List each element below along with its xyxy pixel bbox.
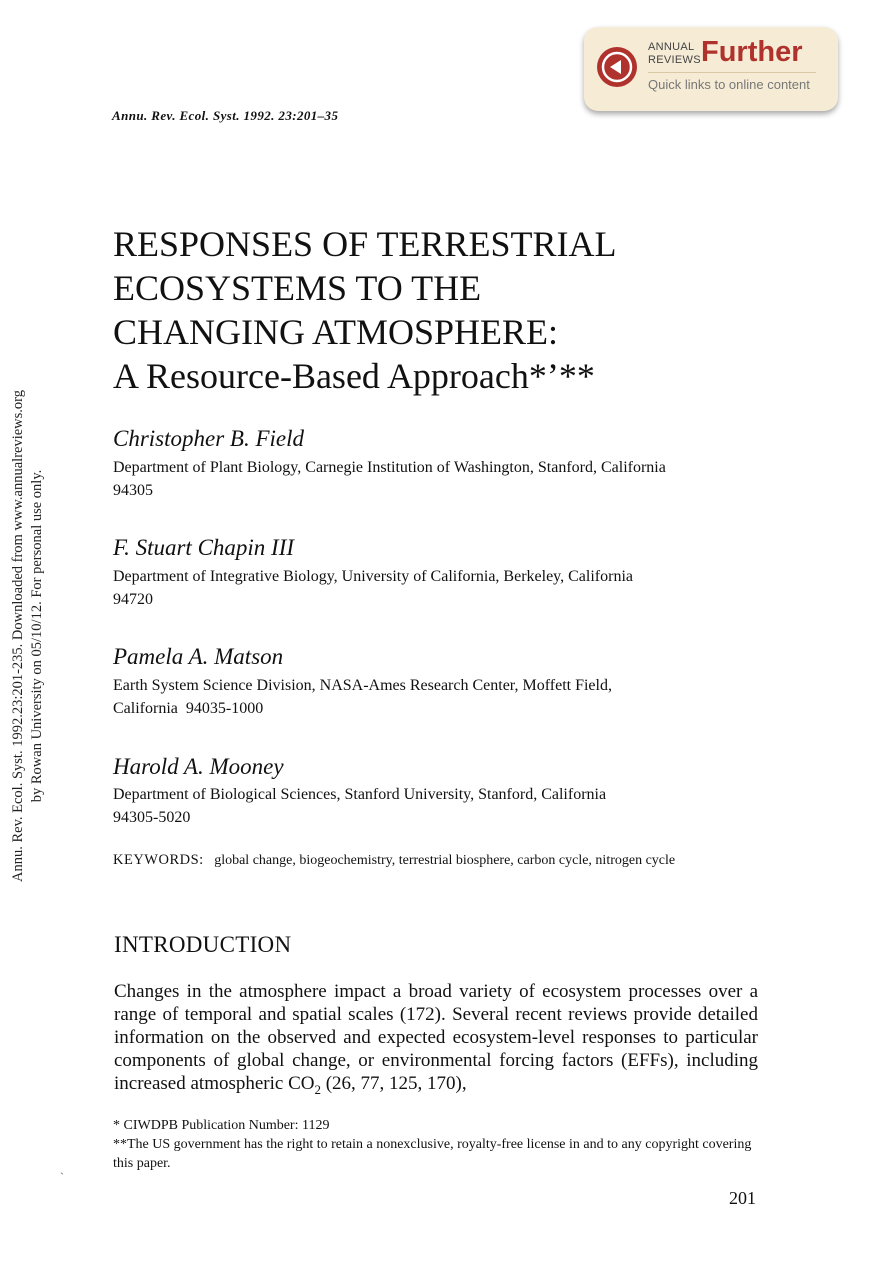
body-text: Changes in the atmosphere impact a broad variety of ecosystem processes over a range of temporal and spatial scales (172). Several recent reviews provide detailed information on the observed and expected ecosystem-level responses to particular components of global change, or environmental forcing factors (EFFs), including increased atmospheric CO [114, 981, 758, 1094]
affiliation-line: Department of Integrative Biology, University of California, Berkeley, California [113, 568, 633, 585]
section-heading: INTRODUCTION [114, 932, 292, 957]
badge-reviews-label: REVIEWS [648, 54, 701, 66]
affiliation-line: Department of Biological Sciences, Stanford University, Stanford, California [113, 786, 607, 803]
affiliation-line: California 94035-1000 [113, 700, 264, 717]
body-paragraph [114, 980, 758, 1101]
keywords-text: global change, biogeochemistry, terrestrial biosphere, carbon cycle, nitrogen cycle [214, 853, 676, 868]
affiliation-line: 94720 [113, 591, 153, 608]
download-notice-line1: Annu. Rev. Ecol. Syst. 1992.23:201-235. Downloaded from www.annualreviews.org [10, 390, 26, 882]
author-affiliation [113, 674, 763, 720]
author-name: Christopher B. Field [113, 426, 305, 451]
page-number: 201 [729, 1188, 756, 1208]
badge-further-label[interactable]: Further [701, 36, 803, 68]
footnote-2: **The US government has the right to retain a nonexclusive, royalty-free license in and to any copyright covering this paper. [113, 1137, 752, 1171]
affiliation-line: 94305 [113, 482, 153, 499]
author-name: F. Stuart Chapin III [113, 535, 295, 560]
author-name: Harold A. Mooney [113, 754, 284, 779]
badge-annual-label: ANNUAL [648, 41, 695, 53]
article-title [113, 222, 616, 398]
author-affiliation [113, 783, 763, 829]
keywords [113, 852, 675, 869]
badge-annual-reviews [648, 41, 701, 67]
journal-citation: Annu. Rev. Ecol. Syst. 1992. 23:201–35 [112, 108, 339, 123]
author-name: Pamela A. Matson [113, 644, 284, 669]
footnote-1: * CIWDPB Publication Number: 1129 [113, 1118, 330, 1133]
download-notice [0, 0, 45, 940]
affiliation-line: Earth System Science Division, NASA-Ames Research Center, Moffett Field, [113, 677, 612, 694]
body-text-end: (26, 77, 125, 170), [320, 1073, 467, 1094]
author-affiliation [113, 456, 763, 502]
co2-subscript: 2 [314, 1081, 321, 1097]
title-line-3: CHANGING ATMOSPHERE: [113, 312, 559, 352]
affiliation-line: 94305-5020 [113, 809, 191, 826]
author-affiliation [113, 565, 763, 611]
badge-tagline[interactable]: Quick links to online content [648, 77, 810, 92]
download-notice-line2: by Rowan University on 05/10/12. For personal use only. [29, 469, 45, 803]
affiliation-line: Department of Plant Biology, Carnegie Institution of Washington, Stanford, California [113, 459, 666, 476]
badge-divider [648, 72, 816, 73]
stray-mark: ` [60, 1170, 64, 1184]
arrow-left-circle-icon[interactable] [596, 46, 638, 88]
title-line-4: A Resource-Based Approach*’** [113, 356, 595, 396]
title-line-1: RESPONSES OF TERRESTRIAL [113, 224, 617, 264]
title-line-2: ECOSYSTEMS TO THE [113, 268, 482, 308]
keywords-label: KEYWORDS: [113, 852, 204, 868]
